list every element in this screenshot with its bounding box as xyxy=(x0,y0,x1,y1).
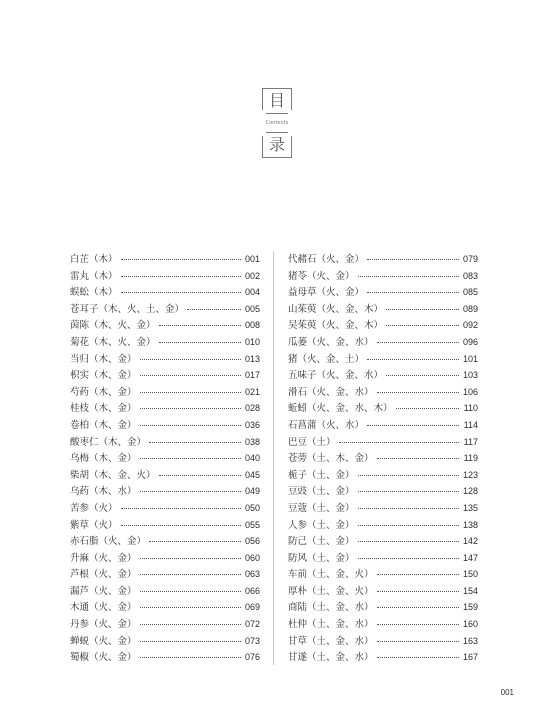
toc-entry[interactable] xyxy=(70,599,260,616)
toc-entry[interactable] xyxy=(288,483,478,500)
toc-entry-page: 092 xyxy=(462,320,478,331)
dot-leader xyxy=(358,508,459,509)
toc-entry-title: 代赭石（火、金） xyxy=(288,254,365,265)
toc-entry-page: 072 xyxy=(244,619,260,630)
toc-entry-title: 紫草（火） xyxy=(70,519,118,531)
toc-entry-page: 045 xyxy=(244,469,260,480)
toc-entry-title: 酸枣仁（木、金） xyxy=(70,436,147,448)
toc-entry[interactable] xyxy=(288,400,478,417)
toc-entry-page: 089 xyxy=(462,303,478,314)
toc-entry-page: 069 xyxy=(244,602,260,613)
toc-entry-page: 004 xyxy=(244,287,260,298)
toc-entry-title: 栀子（土、金） xyxy=(288,469,355,481)
toc-entry[interactable] xyxy=(288,583,478,600)
toc-entry-title: 桂枝（木、金） xyxy=(70,403,137,415)
toc-entry-title: 苍蒡（土、木、金） xyxy=(288,453,374,465)
toc-entry-title: 车前（土、金、火） xyxy=(288,569,374,581)
toc-entry-title: 益母草（火、金） xyxy=(288,287,365,299)
toc-entry-title: 乌梅（木、金） xyxy=(70,453,137,465)
toc-entry-page: 060 xyxy=(244,552,260,563)
toc-entry-page: 114 xyxy=(463,419,478,430)
toc-entry-title: 蝉蜕（火、金） xyxy=(70,635,137,647)
toc-entry-page: 083 xyxy=(462,270,478,281)
toc-entry-title: 五味子（火、金、水） xyxy=(288,370,384,382)
dot-leader xyxy=(140,458,241,459)
toc-entry-page: 128 xyxy=(462,486,478,497)
toc-column-right xyxy=(288,251,478,666)
dot-leader xyxy=(140,657,241,658)
toc-entry[interactable] xyxy=(70,450,260,467)
toc-entry[interactable] xyxy=(288,533,478,550)
toc-entry[interactable] xyxy=(70,500,260,517)
toc-entry[interactable] xyxy=(70,417,260,434)
toc-entry-title: 人参（土、金） xyxy=(288,519,355,531)
toc-entry-title: 甘遂（土、金、水） xyxy=(288,652,374,664)
toc-entry-title: 山茱萸（火、金、木） xyxy=(288,303,384,315)
toc-entry[interactable] xyxy=(288,566,478,583)
toc-entry-page: 073 xyxy=(244,635,260,646)
toc-entry[interactable] xyxy=(70,367,260,384)
dot-leader xyxy=(377,458,459,459)
dot-leader xyxy=(377,641,459,642)
toc-entry-title: 枳实（木、金） xyxy=(70,370,137,382)
toc-entry-title: 白芷（木） xyxy=(70,254,118,265)
toc-entry-page: 036 xyxy=(244,419,260,430)
toc-entry[interactable] xyxy=(288,268,478,285)
dot-leader xyxy=(377,657,459,658)
toc-entry-title: 当归（木、金） xyxy=(70,353,137,365)
toc-entry-page: 085 xyxy=(462,287,478,298)
toc-entry[interactable] xyxy=(288,301,478,318)
toc-entry[interactable] xyxy=(70,384,260,401)
toc-entry-page: 028 xyxy=(244,403,260,414)
toc-entry-page: 163 xyxy=(462,635,478,646)
toc-entry[interactable] xyxy=(288,616,478,633)
toc-entry-title: 苍耳子（木、火、土、金） xyxy=(70,303,185,315)
toc-entry-page: 167 xyxy=(462,652,478,663)
dot-leader xyxy=(121,276,241,277)
dot-leader xyxy=(367,359,459,360)
toc-entry-page: 106 xyxy=(462,386,478,397)
toc-entry-title: 赤石脂（火、金） xyxy=(70,536,147,548)
toc-entry-title: 滑石（火、金、水） xyxy=(288,386,374,398)
dot-leader xyxy=(140,607,241,608)
toc-entry-page: 138 xyxy=(462,519,478,530)
toc-entry-page: 150 xyxy=(462,569,478,580)
toc-entry[interactable] xyxy=(288,434,478,451)
dot-leader xyxy=(358,525,459,526)
dot-leader xyxy=(386,309,459,310)
dot-leader xyxy=(377,342,459,343)
dot-leader xyxy=(140,359,241,360)
toc-entry-title: 吴茱萸（火、金、木） xyxy=(288,320,384,332)
toc-entry-title: 甘草（土、金、水） xyxy=(288,635,374,647)
dot-leader xyxy=(377,574,459,575)
toc-entry-title: 卷柏（木、金） xyxy=(70,419,137,431)
toc-entry-title: 杜仲（土、金、水） xyxy=(288,619,374,631)
toc-entry[interactable] xyxy=(288,417,478,434)
toc-entry-title: 升麻（火、金） xyxy=(70,552,137,564)
dot-leader xyxy=(396,408,459,409)
toc-entry-page: 076 xyxy=(244,652,260,663)
dot-leader xyxy=(159,325,241,326)
toc-entry-title: 商陆（土、金、水） xyxy=(288,602,374,614)
toc-entry-page: 123 xyxy=(462,469,478,480)
toc-entry[interactable] xyxy=(288,450,478,467)
toc-entry-page: 050 xyxy=(244,502,260,513)
toc-entry-page: 101 xyxy=(462,353,478,364)
toc-entry-title: 苦参（火） xyxy=(70,502,118,514)
toc-entry[interactable] xyxy=(70,633,260,650)
contents-label: Contents xyxy=(265,120,289,126)
page-number: 001 xyxy=(500,688,514,697)
toc-entry-page: 040 xyxy=(244,453,260,464)
toc-entry[interactable] xyxy=(288,649,478,666)
dot-leader xyxy=(121,508,241,509)
toc-entry-page: 160 xyxy=(462,619,478,630)
toc-entry-page: 010 xyxy=(244,336,260,347)
dot-leader xyxy=(358,558,459,559)
toc-entry[interactable] xyxy=(288,550,478,567)
toc-entry-page: 119 xyxy=(463,453,478,464)
toc-entry[interactable] xyxy=(70,301,260,318)
toc-entry[interactable] xyxy=(288,633,478,650)
toc-entry[interactable] xyxy=(288,317,478,334)
toc-entry[interactable] xyxy=(70,566,260,583)
toc-entry-title: 木通（火、金） xyxy=(70,602,137,614)
toc-entry[interactable] xyxy=(70,550,260,567)
dot-leader xyxy=(367,259,459,260)
toc-entry[interactable] xyxy=(288,284,478,301)
toc-entry-page: 142 xyxy=(462,536,478,547)
dot-leader xyxy=(140,408,241,409)
toc-entry[interactable] xyxy=(70,317,260,334)
toc-entry-page: 117 xyxy=(463,436,478,447)
toc-entry-page: 066 xyxy=(244,585,260,596)
toc-entry-title: 厚朴（土、金、火） xyxy=(288,585,374,597)
dot-leader xyxy=(377,607,459,608)
toc-entry-title: 茵陈（木、火、金） xyxy=(70,320,156,332)
toc-entry-title: 瓜蒌（火、金、水） xyxy=(288,336,374,348)
toc-entry-page: 154 xyxy=(462,585,478,596)
toc-entry[interactable] xyxy=(288,334,478,351)
toc-entry-title: 乌药（木、水） xyxy=(70,486,137,498)
dot-leader xyxy=(367,425,459,426)
toc-entry[interactable] xyxy=(70,583,260,600)
toc-entry-title: 防己（土、金） xyxy=(288,536,355,548)
toc-entry[interactable] xyxy=(288,384,478,401)
toc-entry-page: 013 xyxy=(244,353,260,364)
toc-entry-title: 蚯蚓（火、金、水、木） xyxy=(288,403,393,415)
toc-entry[interactable] xyxy=(70,251,260,268)
toc-entry-title: 豆蔻（土、金） xyxy=(288,502,355,514)
toc-entry-title: 豆豉（土、金） xyxy=(288,486,355,498)
dot-leader xyxy=(358,276,459,277)
dot-leader xyxy=(140,574,241,575)
toc-entry-page: 147 xyxy=(462,552,478,563)
toc-entry-page: 135 xyxy=(462,502,478,513)
toc-entry[interactable] xyxy=(70,334,260,351)
toc-entry-title: 丹参（火、金） xyxy=(70,619,137,631)
toc-entry[interactable] xyxy=(70,400,260,417)
toc-entry-title: 雷丸（木） xyxy=(70,270,118,282)
column-divider xyxy=(273,251,274,665)
dot-leader xyxy=(149,541,241,542)
toc-entry[interactable] xyxy=(70,517,260,534)
toc-entry[interactable] xyxy=(70,616,260,633)
dot-leader xyxy=(339,442,459,443)
toc-entry[interactable] xyxy=(70,284,260,301)
toc-entry-page: 001 xyxy=(244,254,260,264)
toc-entry-page: 056 xyxy=(244,536,260,547)
toc-entry-title: 漏芦（火、金） xyxy=(70,585,137,597)
dot-leader xyxy=(140,392,241,393)
toc-entry-title: 蜀椒（火、金） xyxy=(70,652,137,664)
toc-entry-page: 159 xyxy=(462,602,478,613)
toc-entry-title: 芦根（火、金） xyxy=(70,569,137,581)
toc-entry-title: 巴豆（土） xyxy=(288,436,336,448)
dot-leader xyxy=(149,442,241,443)
toc-entry[interactable] xyxy=(70,483,260,500)
dot-leader xyxy=(377,392,459,393)
dot-leader xyxy=(367,292,459,293)
toc-entry[interactable] xyxy=(70,351,260,368)
toc-entry-title: 菊花（木、火、金） xyxy=(70,336,156,348)
toc-column-left xyxy=(70,251,260,666)
toc-entry[interactable] xyxy=(70,467,260,484)
dot-leader xyxy=(358,541,459,542)
dot-leader xyxy=(140,375,241,376)
dot-leader xyxy=(140,641,241,642)
toc-entry-page: 096 xyxy=(462,336,478,347)
toc-entry-page: 049 xyxy=(244,486,260,497)
toc-entry-title: 芍药（木、金） xyxy=(70,386,137,398)
toc-entry-page: 079 xyxy=(462,254,478,264)
toc-entry-title: 石菖蒲（火、水） xyxy=(288,419,365,431)
toc-entry[interactable] xyxy=(70,533,260,550)
toc-entry-page: 005 xyxy=(244,303,260,314)
toc-entry[interactable] xyxy=(70,268,260,285)
dot-leader xyxy=(140,624,241,625)
dot-leader xyxy=(140,558,241,559)
toc-entry-page: 017 xyxy=(244,370,260,381)
toc-entry-page: 063 xyxy=(244,569,260,580)
toc-entry[interactable] xyxy=(70,649,260,666)
toc-entry[interactable] xyxy=(288,251,478,268)
dot-leader xyxy=(159,475,241,476)
toc-entry-title: 猪苓（火、金） xyxy=(288,270,355,282)
dot-leader xyxy=(121,259,241,260)
toc-entry-page: 021 xyxy=(244,386,260,397)
dot-leader xyxy=(140,425,241,426)
toc-entry-page: 055 xyxy=(244,519,260,530)
toc-entry-title: 柴胡（木、金、火） xyxy=(70,469,156,481)
dot-leader xyxy=(377,624,459,625)
toc-entry-page: 002 xyxy=(244,270,260,281)
toc-entry-title: 防风（土、金） xyxy=(288,552,355,564)
title-char-mu: 目 xyxy=(268,91,285,110)
toc-entry[interactable] xyxy=(288,367,478,384)
toc-entry[interactable] xyxy=(288,517,478,534)
toc-entry-page: 008 xyxy=(244,320,260,331)
dot-leader xyxy=(358,475,459,476)
toc-entry-title: 蜈蚣（木） xyxy=(70,287,118,299)
title-char-lu: 录 xyxy=(268,135,285,154)
dot-leader xyxy=(386,375,459,376)
dot-leader xyxy=(121,525,241,526)
toc-entry[interactable] xyxy=(288,599,478,616)
dot-leader xyxy=(386,325,459,326)
dot-leader xyxy=(358,491,459,492)
dot-leader xyxy=(140,591,241,592)
toc-entry-title: 猪（火、金、土） xyxy=(288,353,365,365)
dot-leader xyxy=(159,342,241,343)
toc-title xyxy=(262,88,292,168)
toc-entry-page: 103 xyxy=(462,370,478,381)
dot-leader xyxy=(377,591,459,592)
toc-entry-page: 038 xyxy=(244,436,260,447)
toc-entry[interactable] xyxy=(288,500,478,517)
toc-entry-page: 110 xyxy=(463,403,478,414)
dot-leader xyxy=(140,491,241,492)
dot-leader xyxy=(121,292,241,293)
toc-entry[interactable] xyxy=(288,351,478,368)
dot-leader xyxy=(187,309,241,310)
toc-entry[interactable] xyxy=(70,434,260,451)
toc-entry[interactable] xyxy=(288,467,478,484)
